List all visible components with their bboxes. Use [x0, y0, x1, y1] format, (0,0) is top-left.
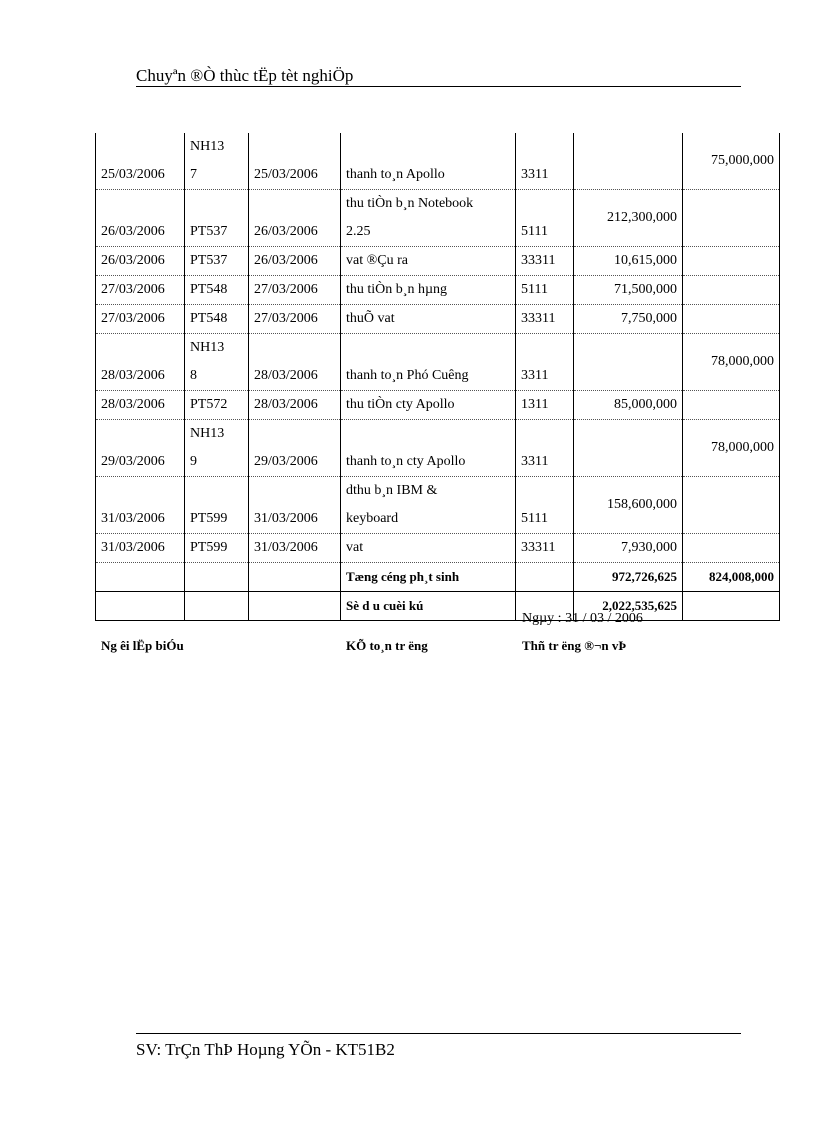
date-cell: 31/03/2006 [96, 534, 185, 563]
doc-number-cell: NH13 7 [185, 133, 249, 190]
date-cell: 26/03/2006 [96, 190, 185, 247]
credit-cell [683, 305, 780, 334]
debit-cell: 71,500,000 [574, 276, 683, 305]
description-cell: thu tiÒn cty Apollo [341, 391, 516, 420]
doc-number-cell: PT599 [185, 477, 249, 534]
account-cell: 3311 [516, 133, 574, 190]
debit-cell: 10,615,000 [574, 247, 683, 276]
date-cell: 27/03/2006 [96, 305, 185, 334]
credit-cell [683, 391, 780, 420]
doc-number-cell: PT537 [185, 190, 249, 247]
credit-cell [683, 534, 780, 563]
credit-cell: 75,000,000 [683, 133, 780, 190]
credit-cell: 78,000,000 [683, 334, 780, 391]
table-row [96, 420, 780, 477]
description-cell: thanh to¸n Apollo [341, 133, 516, 190]
credit-cell [683, 477, 780, 534]
account-cell: 33311 [516, 305, 574, 334]
debit-cell [574, 133, 683, 190]
table-row [96, 247, 780, 276]
table-row [96, 477, 780, 534]
ledger-table [95, 133, 780, 621]
empty-cell [249, 592, 341, 621]
signature-chief-accountant: KÕ to¸n tr ëng [346, 638, 428, 653]
doc-date-cell: 29/03/2006 [249, 420, 341, 477]
doc-date-cell: 26/03/2006 [249, 247, 341, 276]
debit-cell: 85,000,000 [574, 391, 683, 420]
doc-date-cell: 31/03/2006 [249, 534, 341, 563]
debit-cell [574, 334, 683, 391]
doc-number-cell: PT599 [185, 534, 249, 563]
description-cell: vat [341, 534, 516, 563]
total-credit: 824,008,000 [683, 563, 780, 592]
page-header-title: Chuyªn ®Ò thùc tËp tèt nghiÖp [136, 66, 354, 85]
doc-number-cell: PT548 [185, 305, 249, 334]
credit-cell [683, 247, 780, 276]
credit-cell [683, 276, 780, 305]
doc-number-cell: PT537 [185, 247, 249, 276]
doc-date-cell: 27/03/2006 [249, 305, 341, 334]
account-cell: 5111 [516, 190, 574, 247]
account-cell: 1311 [516, 391, 574, 420]
doc-number-cell: NH13 9 [185, 420, 249, 477]
table-row [96, 276, 780, 305]
credit-cell [683, 190, 780, 247]
table-row [96, 334, 780, 391]
table-row [96, 190, 780, 247]
debit-cell: 7,750,000 [574, 305, 683, 334]
signature-preparer: Ng êi lËp biÓu [101, 638, 184, 653]
doc-date-cell: 26/03/2006 [249, 190, 341, 247]
debit-cell: 212,300,000 [574, 190, 683, 247]
account-cell: 3311 [516, 420, 574, 477]
description-cell: thuÕ vat [341, 305, 516, 334]
date-cell: 28/03/2006 [96, 334, 185, 391]
doc-date-cell: 28/03/2006 [249, 391, 341, 420]
doc-number-cell: NH13 8 [185, 334, 249, 391]
account-cell: 33311 [516, 247, 574, 276]
table-row [96, 391, 780, 420]
doc-number-cell: PT572 [185, 391, 249, 420]
description-cell: vat ®Çu ra [341, 247, 516, 276]
doc-date-cell: 25/03/2006 [249, 133, 341, 190]
debit-cell: 158,600,000 [574, 477, 683, 534]
debit-cell [574, 420, 683, 477]
doc-date-cell: 27/03/2006 [249, 276, 341, 305]
account-cell: 5111 [516, 477, 574, 534]
empty-cell [185, 592, 249, 621]
credit-cell: 78,000,000 [683, 420, 780, 477]
balance-row [96, 592, 780, 621]
description-cell: thu tiÒn b¸n Notebook 2.25 [341, 190, 516, 247]
balance-debit: 2,022,535,625 [574, 592, 683, 621]
empty-cell [96, 592, 185, 621]
signature-unit-head: Thñ tr ëng ®¬n vÞ [522, 638, 627, 653]
debit-cell: 7,930,000 [574, 534, 683, 563]
date-cell: 27/03/2006 [96, 276, 185, 305]
total-label: Tæng céng ph¸t sinh [341, 563, 516, 592]
date-cell: 31/03/2006 [96, 477, 185, 534]
date-cell: 28/03/2006 [96, 391, 185, 420]
footer-author: SV: TrÇn ThÞ Hoµng YÕn - KT51B2 [136, 1040, 395, 1059]
empty-cell [683, 592, 780, 621]
empty-cell [249, 563, 341, 592]
table-row [96, 534, 780, 563]
doc-date-cell: 31/03/2006 [249, 477, 341, 534]
empty-cell [516, 563, 574, 592]
date-cell: 25/03/2006 [96, 133, 185, 190]
account-cell: 3311 [516, 334, 574, 391]
date-cell: 26/03/2006 [96, 247, 185, 276]
description-cell: thu tiÒn b¸n hµng [341, 276, 516, 305]
description-cell: thanh to¸n cty Apollo [341, 420, 516, 477]
date-cell: 29/03/2006 [96, 420, 185, 477]
table-row [96, 305, 780, 334]
doc-number-cell: PT548 [185, 276, 249, 305]
description-cell: dthu b¸n IBM & keyboard [341, 477, 516, 534]
account-cell: 5111 [516, 276, 574, 305]
header-divider [136, 86, 741, 87]
report-date: Ngµy : 31 / 03 / 2006 [522, 611, 643, 626]
total-debit: 972,726,625 [574, 563, 683, 592]
account-cell: 33311 [516, 534, 574, 563]
total-row [96, 563, 780, 592]
doc-date-cell: 28/03/2006 [249, 334, 341, 391]
description-cell: thanh to¸n Phó Cuêng [341, 334, 516, 391]
footer-divider [136, 1033, 741, 1034]
table-row [96, 133, 780, 190]
empty-cell [185, 563, 249, 592]
empty-cell [96, 563, 185, 592]
balance-label: Sè d u cuèi kú [341, 592, 516, 621]
